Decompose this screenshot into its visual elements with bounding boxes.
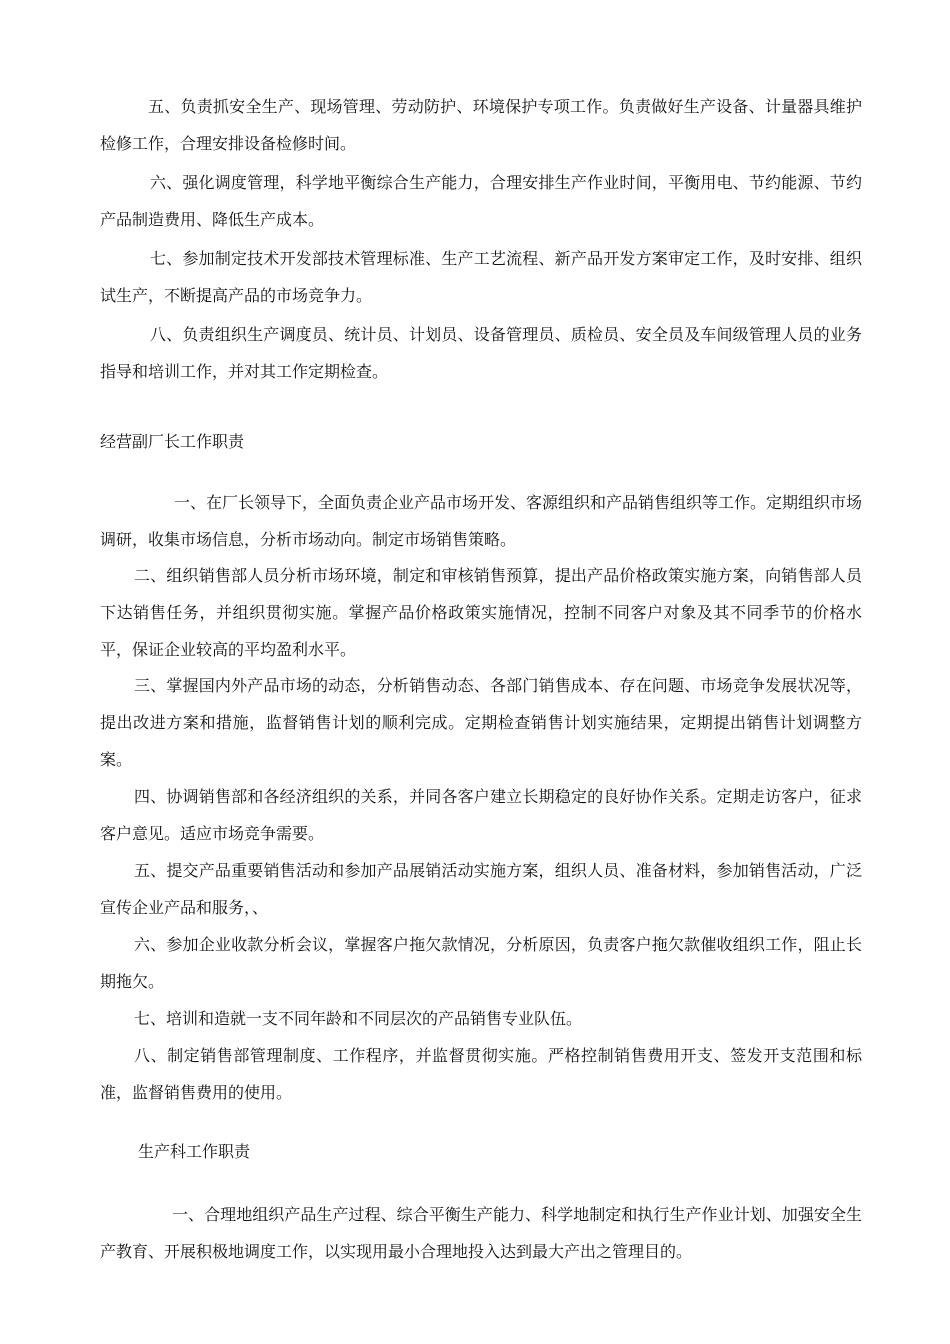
paragraph-production-7: 七、参加制定技术开发部技术管理标准、生产工艺流程、新产品开发方案审定工作，及时安排、组织试生产，不断提高产品的市场竞争力。 — [100, 249, 862, 305]
paragraph-business-1: 一、在厂长领导下，全面负责企业产品市场开发、客源组织和产品销售组织等工作。定期组织市场调研，收集市场信息，分析市场动向。制定市场销售策略。 — [100, 493, 863, 549]
section-title-business-vice-director: 经营副厂长工作职责 — [100, 432, 245, 451]
paragraph-business-7: 七、培训和造就一支不同年龄和不同层次的产品销售专业队伍。 — [134, 1009, 583, 1028]
paragraph-business-4: 四、协调销售部和各经济组织的关系，并同各客户建立长期稳定的良好协作关系。定期走访客户，征求客户意见。适应市场竞争需要。 — [100, 787, 862, 843]
paragraph-business-6: 六、参加企业收款分析会议，掌握客户拖欠款情况，分析原因，负责客户拖欠款催收组织工作，阻止长期拖欠。 — [100, 935, 862, 991]
paragraph-business-5: 五、提交产品重要销售活动和参加产品展销活动实施方案，组织人员、准备材料，参加销售活动，广泛宣传企业产品和服务，、 — [100, 861, 862, 917]
paragraph-production-6: 六、强化调度管理，科学地平衡综合生产能力，合理安排生产作业时间，平衡用电、节约能源、节约产品制造费用、降低生产成本。 — [100, 173, 862, 229]
paragraph-department-1: 一、合理地组织产品生产过程、综合平衡生产能力、科学地制定和执行生产作业计划、加强安全生产教育、开展积极地调度工作，以实现用最小合理地投入达到最大产出之管理目的。 — [100, 1205, 862, 1261]
paragraph-business-3: 三、掌握国内外产品市场的动态，分析销售动态、各部门销售成本、存在问题、市场竞争发展状况等，提出改进方案和措施，监督销售计划的顺利完成。定期检查销售计划实施结果，定期提出销售计划调整方案。 — [100, 676, 862, 769]
section-title-production-department: 生产科工作职责 — [138, 1142, 251, 1161]
paragraph-business-8: 八、制定销售部管理制度、工作程序，并监督贯彻实施。严格控制销售费用开支、签发开支范围和标准，监督销售费用的使用。 — [100, 1046, 862, 1102]
paragraph-production-5: 五、负责抓安全生产、现场管理、劳动防护、环境保护专项工作。负责做好生产设备、计量器具维护检修工作，合理安排设备检修时间。 — [100, 97, 862, 153]
paragraph-production-8: 八、负责组织生产调度员、统计员、计划员、设备管理员、质检员、安全员及车间级管理人员的业务指导和培训工作，并对其工作定期检查。 — [100, 325, 862, 381]
paragraph-business-2: 二、组织销售部人员分析市场环境，制定和审核销售预算，提出产品价格政策实施方案，向销售部人员下达销售任务，并组织贯彻实施。掌握产品价格政策实施情况，控制不同客户对象及其不同季节的价格水平，保证企业较高的平均盈利水平。 — [100, 566, 862, 659]
